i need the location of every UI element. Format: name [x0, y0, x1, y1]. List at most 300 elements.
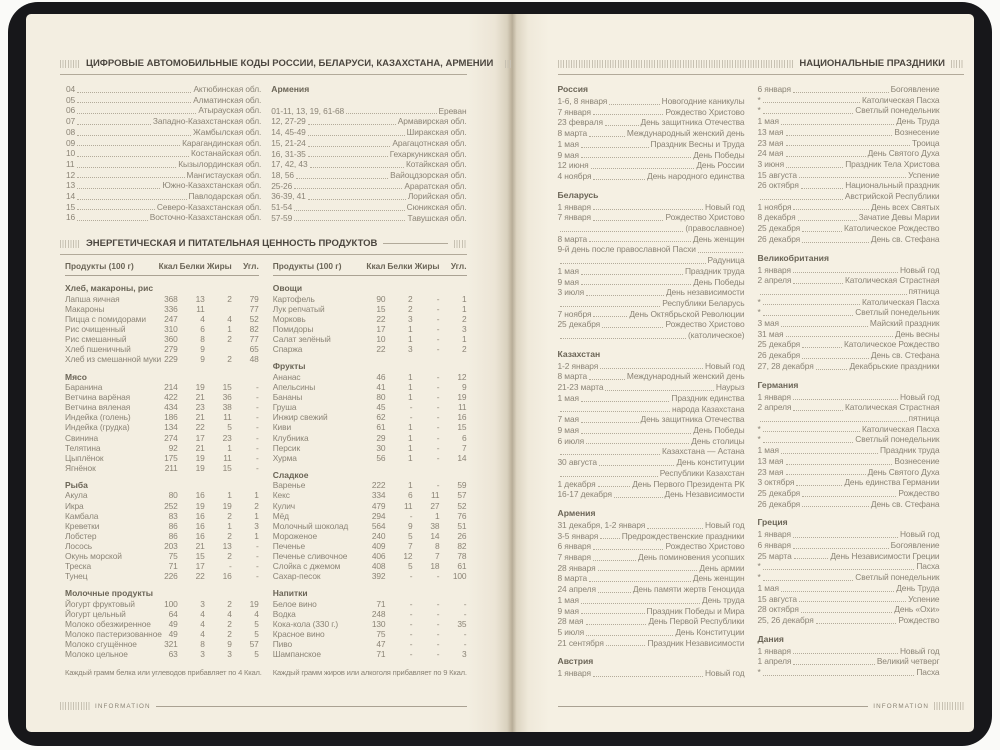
dotted-leader — [802, 347, 842, 348]
holiday-row-date: 24 апреля — [557, 584, 596, 595]
dotted-leader — [308, 124, 396, 125]
country-heading: Германия — [757, 379, 799, 390]
code-row — [66, 148, 261, 159]
product-name: Красное вино — [272, 629, 325, 640]
country-heading: Великобритания — [757, 252, 829, 263]
holiday-row-date: 9-й день после православной Пасхи — [557, 244, 696, 255]
holiday-row-value: День защитника Отечества — [640, 117, 745, 128]
holiday-row — [758, 667, 940, 678]
code-row-date: 09 — [66, 137, 76, 148]
holiday-row-date: * — [757, 667, 761, 678]
product-value: - — [436, 442, 440, 453]
nutrition-section-title: Молочные продукты — [65, 588, 154, 599]
product-value: - — [409, 608, 413, 619]
dotted-leader — [816, 623, 897, 624]
product-value: - — [409, 598, 413, 609]
holiday-row-value: День «Охи» — [894, 604, 940, 615]
dotted-leader — [586, 295, 664, 296]
holiday-row — [758, 339, 940, 350]
dotted-leader — [786, 145, 911, 146]
dotted-leader — [647, 528, 703, 529]
column-header: Ккал — [366, 261, 386, 272]
product-value: 65 — [249, 344, 259, 355]
holiday-row — [558, 150, 745, 161]
dotted-leader — [801, 188, 843, 189]
holiday-row-value: Майский праздник — [869, 318, 940, 329]
product-name: Белое вино — [272, 598, 317, 609]
holidays-column-right — [758, 84, 940, 687]
product-value: - — [256, 561, 259, 572]
holiday-row-value: День женщин — [692, 233, 745, 244]
holiday-row-date: 6 июля — [557, 435, 585, 446]
nutrition-row — [65, 382, 259, 392]
holiday-row-date: 9 мая — [557, 149, 579, 160]
holiday-row — [758, 297, 940, 308]
product-name: Макароны — [65, 304, 105, 315]
holiday-row — [558, 627, 745, 638]
holiday-row-value: Вознесение — [894, 455, 940, 466]
holiday-row — [558, 234, 745, 245]
dotted-leader — [763, 569, 915, 570]
product-name: Хурма — [272, 452, 297, 463]
dotted-leader — [308, 156, 388, 157]
holiday-row — [558, 160, 745, 171]
holiday-row — [558, 563, 745, 574]
product-value: - — [256, 452, 259, 463]
holiday-row — [558, 425, 745, 436]
holiday-row-date: 1 мая — [757, 445, 779, 456]
holiday-row — [758, 286, 940, 297]
holiday-row — [758, 477, 940, 488]
product-name: Кекс — [272, 490, 290, 501]
holiday-row — [558, 309, 745, 320]
nutrition-row — [273, 480, 467, 490]
product-name: Молоко обезжиренное — [65, 618, 151, 629]
holiday-row — [758, 656, 940, 667]
product-value: 2 — [227, 598, 232, 609]
product-name: Молочный шоколад — [272, 520, 349, 531]
holiday-row — [558, 298, 745, 309]
product-name: Груша — [272, 402, 297, 413]
dotted-leader — [793, 272, 898, 273]
product-name: Водка — [272, 608, 296, 619]
product-value: 4 — [200, 314, 205, 325]
code-row-date: 36-39, 41 — [271, 191, 306, 202]
holiday-row — [758, 646, 940, 657]
holiday-row-value: День Независимости Греции — [830, 550, 940, 561]
holiday-row — [558, 139, 745, 150]
product-value: 52 — [457, 500, 467, 511]
nutrition-row — [65, 490, 259, 500]
holiday-row — [758, 604, 940, 615]
product-name: Клубника — [272, 432, 309, 443]
code-row-value: Арагацотнская обл. — [392, 137, 467, 148]
nutrition-row — [273, 619, 467, 629]
holiday-row-date: 6 января — [757, 540, 791, 551]
nutrition-row — [273, 344, 467, 354]
product-value: - — [256, 571, 259, 582]
code-row-date: 14, 45-49 — [271, 127, 306, 138]
holiday-row-value: День Победы — [693, 276, 745, 287]
holiday-country-section — [558, 190, 745, 341]
product-value: 310 — [164, 324, 178, 335]
column-header: Белки — [179, 261, 205, 272]
product-value: - — [256, 432, 259, 443]
footer-label: INFORMATION — [873, 702, 929, 710]
holiday-row-value: Католическое Рождество — [843, 223, 940, 234]
product-value: 11 — [404, 500, 413, 511]
nutrition-row — [65, 571, 259, 581]
product-value: - — [436, 324, 440, 335]
holiday-row-date: 1 мая — [557, 392, 579, 403]
dotted-leader — [589, 581, 691, 582]
dotted-leader — [793, 548, 889, 549]
holiday-row-value: Декабрьские праздники — [849, 360, 940, 371]
product-value: 56 — [376, 452, 386, 463]
product-value: - — [436, 422, 440, 433]
holiday-row-date: 25 декабря — [557, 319, 601, 330]
dotted-leader — [560, 263, 706, 264]
dotted-leader — [763, 675, 915, 676]
product-name: Молоко пастеризованное — [65, 629, 162, 640]
product-value: 2 — [407, 304, 413, 315]
code-row-date: 11 — [66, 158, 75, 169]
product-name: Молоко цельное — [65, 649, 128, 660]
product-value: - — [463, 598, 467, 609]
dotted-leader — [598, 592, 631, 593]
holiday-row — [558, 520, 745, 531]
holiday-row-value: День памяти жертв Геноцида — [632, 584, 745, 595]
product-value: - — [436, 402, 440, 413]
holiday-row-date: 7 января — [557, 552, 591, 563]
dotted-leader — [794, 558, 829, 559]
nutrition-row — [273, 561, 467, 571]
column-header: Жиры — [414, 261, 440, 272]
product-value: - — [436, 392, 440, 403]
product-value: - — [436, 334, 440, 345]
code-row-date: 25-26 — [271, 180, 293, 191]
product-value: 14 — [457, 452, 467, 463]
product-value: 45 — [376, 402, 386, 413]
product-name: Сахар-песок — [272, 571, 321, 582]
right-page — [512, 14, 975, 732]
holiday-row-date: 1 мая — [557, 594, 579, 605]
dotted-leader — [77, 209, 155, 210]
product-value: - — [409, 510, 413, 521]
product-value: 406 — [371, 550, 386, 561]
product-value: 38 — [430, 520, 440, 531]
product-name: Телятина — [65, 442, 101, 453]
holiday-row-value: День св. Стефана — [870, 233, 940, 244]
holiday-row-date: 16-17 декабря — [557, 489, 612, 500]
product-value: 134 — [164, 422, 178, 433]
product-name: Мёд — [272, 510, 289, 521]
holiday-row-value: Рождество Христово — [665, 541, 745, 552]
code-row — [66, 180, 261, 191]
dotted-leader — [799, 177, 906, 178]
holiday-row-value: Новый год — [899, 529, 940, 540]
code-row — [66, 116, 261, 127]
holiday-row — [758, 594, 940, 605]
nutrition-section-title: Фрукты — [272, 361, 306, 372]
holiday-row-date: 25 марта — [757, 550, 792, 561]
column-header-product: Продукты (100 г) — [65, 261, 134, 272]
dotted-leader — [602, 327, 663, 328]
product-value: 6 — [407, 490, 413, 501]
holiday-row-date: 8 декабря — [757, 212, 796, 223]
product-value: 392 — [371, 571, 386, 582]
product-value: - — [409, 649, 413, 660]
product-name: Лук репчатый — [272, 304, 325, 315]
code-row-value: Мангистауская обл. — [186, 169, 262, 180]
product-value: 229 — [164, 354, 178, 365]
product-value: 175 — [164, 452, 178, 463]
dotted-leader — [763, 113, 854, 114]
product-value: 19 — [222, 500, 232, 511]
product-value: 11 — [196, 304, 205, 315]
dotted-leader — [560, 338, 686, 339]
holiday-country-section — [758, 380, 940, 510]
product-value: 30 — [376, 442, 386, 453]
product-value: 12 — [457, 371, 467, 382]
code-row-value: Алматинская обл. — [193, 94, 262, 105]
code-row — [66, 105, 261, 116]
product-name: Киви — [272, 422, 292, 433]
nutrition-section — [273, 470, 467, 581]
code-row-date: 51-54 — [271, 202, 293, 213]
holiday-row-value: Великий четверг — [876, 656, 940, 667]
product-value: 434 — [164, 402, 178, 413]
holiday-row-date: 13 мая — [757, 126, 784, 137]
dotted-leader — [760, 421, 907, 422]
product-name: Молоко сгущённое — [65, 639, 137, 650]
holiday-row-value: Светлый понедельник — [855, 572, 940, 583]
dotted-leader — [600, 538, 620, 539]
holiday-row-date: 23 мая — [757, 466, 784, 477]
nutrition-row — [65, 629, 259, 639]
dotted-leader — [589, 379, 625, 380]
holiday-row — [558, 319, 745, 330]
product-value: 5 — [407, 530, 413, 541]
holiday-row-value: Республики Беларусь — [662, 297, 745, 308]
nutrition-row — [273, 649, 467, 659]
holiday-row — [558, 266, 745, 277]
code-row — [271, 191, 466, 202]
holiday-row-value: пятница — [908, 412, 940, 423]
holiday-row-value: Австрийской Республики — [844, 191, 940, 202]
code-row — [66, 95, 261, 106]
dotted-leader — [798, 220, 857, 221]
dotted-leader — [560, 306, 661, 307]
product-value: 1 — [407, 324, 413, 335]
holiday-row — [758, 424, 940, 435]
holiday-country-section — [558, 656, 745, 679]
holiday-row-value: Праздник Независимости — [647, 637, 745, 648]
dotted-leader — [760, 294, 907, 295]
holiday-row-date: * — [757, 572, 761, 583]
car-codes-column-armenia — [271, 84, 466, 223]
holiday-row-value: Праздник труда — [684, 265, 745, 276]
holiday-row — [758, 392, 940, 403]
product-name: Баранина — [65, 382, 103, 393]
nutrition-row — [65, 531, 259, 541]
holidays-column-left — [558, 84, 745, 687]
holiday-row — [758, 434, 940, 445]
product-name: Свинина — [65, 432, 99, 443]
footer-label: INFORMATION — [95, 702, 151, 710]
car-codes-column-kazakhstan — [66, 84, 261, 223]
holiday-row-date: 26 октября — [757, 180, 799, 191]
holiday-row — [758, 159, 940, 170]
nutrition-section — [65, 588, 259, 659]
product-name: Бананы — [272, 392, 303, 403]
product-value: 90 — [376, 293, 386, 304]
nutrition-column-group-left — [65, 255, 262, 678]
product-value: 19 — [457, 392, 467, 403]
holiday-row — [758, 350, 940, 361]
code-row-date: 04 — [66, 84, 76, 94]
product-value: 92 — [168, 442, 178, 453]
column-header: Жиры — [206, 261, 232, 272]
product-value: 5 — [254, 629, 259, 640]
product-value: - — [436, 608, 440, 619]
holidays-header — [558, 58, 965, 75]
dotted-leader — [591, 168, 695, 169]
product-value: 71 — [376, 598, 386, 609]
nutrition-row — [65, 294, 259, 304]
dotted-leader — [296, 178, 388, 179]
product-value: 8 — [200, 639, 205, 650]
holiday-row-value: Пасха — [916, 667, 940, 678]
dotted-leader — [802, 358, 869, 359]
product-value: 409 — [371, 540, 386, 551]
product-value: 4 — [200, 629, 205, 640]
dotted-leader — [786, 156, 866, 157]
dotted-leader — [801, 612, 892, 613]
product-value: - — [256, 422, 259, 433]
holiday-row-value: День столицы — [691, 435, 745, 446]
holiday-row-value: Богоявление — [890, 84, 940, 94]
product-value: 46 — [376, 371, 386, 382]
dotted-leader — [763, 442, 854, 443]
product-name: Рис очищенный — [65, 324, 126, 335]
holiday-row-value: День Труда — [896, 116, 940, 127]
holiday-row — [758, 583, 940, 594]
product-value: 83 — [168, 510, 178, 521]
holiday-row-value: День труда — [702, 594, 745, 605]
dotted-leader — [77, 135, 191, 136]
product-value: 22 — [376, 314, 386, 325]
holiday-row-date: 31 мая — [757, 328, 784, 339]
holiday-row — [758, 265, 940, 276]
holiday-row — [758, 413, 940, 424]
holiday-row-value: Новый год — [899, 264, 940, 275]
nutrition-row — [273, 521, 467, 531]
holiday-row-date: 3 октября — [757, 477, 795, 488]
nutrition-row — [65, 619, 259, 629]
code-row — [271, 127, 466, 138]
product-value: 47 — [376, 639, 386, 650]
nutrition-row — [273, 551, 467, 561]
product-value: 1 — [461, 304, 467, 315]
holiday-row — [758, 105, 940, 116]
code-row-value: Котайкская обл. — [405, 159, 467, 170]
dotted-leader — [593, 316, 627, 317]
holiday-row-value: День женщин — [692, 573, 745, 584]
holiday-row-date: 15 августа — [757, 593, 797, 604]
dotted-leader — [77, 177, 184, 178]
dotted-leader — [560, 411, 671, 412]
product-value: - — [256, 550, 259, 561]
holiday-row — [758, 191, 940, 202]
product-value: 5 — [407, 561, 413, 572]
product-value: 279 — [164, 344, 178, 355]
holiday-row — [758, 540, 940, 551]
product-value: 86 — [168, 530, 178, 541]
product-value: 5 — [227, 422, 232, 433]
holiday-row-value: День единства Германии — [844, 477, 940, 488]
dotted-leader — [786, 336, 894, 337]
product-value: 3 — [461, 324, 467, 335]
holiday-row — [558, 382, 745, 393]
holiday-row-date: 9 мая — [557, 424, 579, 435]
product-value: 4 — [200, 608, 205, 619]
holiday-row-date: 25 декабря — [757, 223, 801, 234]
holiday-row-date: 8 марта — [557, 371, 588, 382]
nutrition-header — [60, 238, 467, 255]
dotted-leader — [793, 399, 898, 400]
holiday-row — [758, 84, 940, 95]
country-heading: Греция — [757, 517, 788, 528]
car-codes-columns — [60, 84, 467, 223]
code-row-value: Сюникская обл. — [406, 202, 467, 213]
holiday-row-date: * — [757, 307, 761, 318]
product-value: 79 — [249, 293, 259, 304]
nutrition-row — [273, 629, 467, 639]
hatch-decoration-icon — [60, 702, 90, 710]
dotted-leader — [793, 664, 874, 665]
code-row — [66, 191, 261, 202]
product-value: 15 — [195, 550, 205, 561]
product-value: 22 — [195, 422, 205, 433]
product-value: 8 — [434, 540, 440, 551]
code-row-value: Армавирская обл. — [397, 116, 467, 127]
code-row-date: 10 — [66, 148, 76, 159]
product-value: 14 — [430, 530, 440, 541]
code-row-value: Гехаркуникская обл. — [389, 148, 467, 159]
holiday-row-date: 27, 28 декабря — [757, 360, 814, 371]
dotted-leader — [77, 102, 191, 103]
product-value: 4 — [200, 618, 205, 629]
holiday-row — [758, 499, 940, 510]
product-value: 336 — [164, 304, 178, 315]
code-row-value: Павлодарская обл. — [188, 191, 262, 202]
row-spacer — [271, 95, 466, 106]
holiday-row-date: 28 января — [557, 562, 596, 573]
product-value: 82 — [457, 540, 467, 551]
dotted-leader — [581, 147, 649, 148]
code-row-value: Кызылординская обл. — [178, 158, 262, 169]
holiday-row-value: Казахстана — Астана — [662, 446, 745, 457]
holiday-row-value: Рождество Христово — [665, 106, 745, 117]
dotted-leader — [763, 431, 860, 432]
product-value: - — [436, 649, 440, 660]
holiday-row-value: Успение — [908, 169, 940, 180]
dotted-leader — [781, 591, 894, 592]
column-header: Угл. — [243, 261, 259, 272]
holiday-row — [558, 457, 745, 468]
product-value: 57 — [457, 490, 467, 501]
